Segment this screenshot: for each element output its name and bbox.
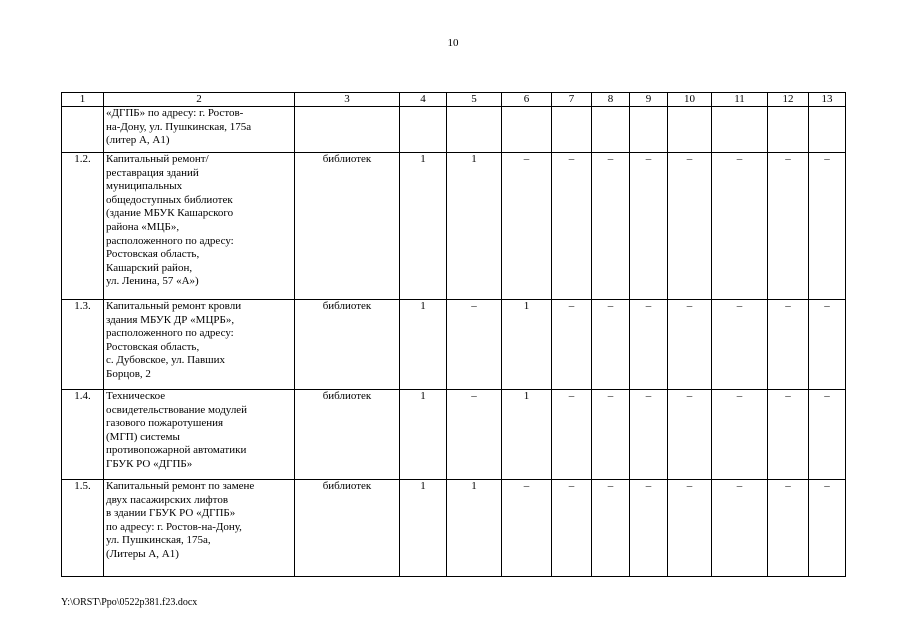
value-cell: 1 [400, 390, 447, 480]
description-line: общедоступных библиотек [106, 193, 233, 206]
value-cell: – [712, 480, 768, 577]
description-line: Ростовская область, [106, 340, 200, 353]
value-cell: – [447, 300, 502, 390]
table-row [62, 480, 846, 577]
value-cell: 1 [502, 300, 552, 390]
row-number: 1.5. [62, 480, 104, 577]
row-number [62, 107, 104, 153]
column-header: 3 [295, 93, 400, 107]
value-cell: – [552, 153, 592, 300]
row-description [104, 107, 295, 153]
value-cell: 1 [400, 300, 447, 390]
row-unit: библиотек [295, 300, 400, 390]
value-cell: – [502, 153, 552, 300]
value-cell: – [668, 300, 712, 390]
column-header: 2 [104, 93, 295, 107]
description-line: «ДГПБ» по адресу: г. Ростов- [106, 107, 244, 119]
description-line: реставрация зданий [106, 166, 199, 179]
description-line: (здание МБУК Кашарского [106, 207, 234, 220]
value-cell [809, 107, 846, 153]
value-cell: – [768, 153, 809, 300]
table-row [62, 153, 846, 300]
value-cell: – [552, 300, 592, 390]
value-cell: – [630, 390, 668, 480]
description-line: расположенного по адресу: [106, 327, 234, 340]
description-line: по адресу: г. Ростов-на-Дону, [106, 520, 242, 533]
description-line: двух пасажирских лифтов [106, 493, 229, 506]
description-line: здания МБУК ДР «МЦРБ», [106, 313, 235, 326]
row-description [104, 153, 295, 300]
description-line: (литер А, А1) [106, 134, 170, 147]
file-path-footer: Y:\ORST\Ppo\0522p381.f23.docx [61, 597, 198, 608]
value-cell: – [809, 300, 846, 390]
value-cell: – [630, 480, 668, 577]
row-description [104, 480, 295, 577]
data-table [61, 92, 846, 577]
description-line: Ростовская область, [106, 248, 200, 261]
description-line: ГБУК РО «ДГПБ» [106, 457, 193, 470]
row-description [104, 300, 295, 390]
row-unit: библиотек [295, 153, 400, 300]
column-header: 6 [502, 93, 552, 107]
value-cell [668, 107, 712, 153]
value-cell: 1 [400, 480, 447, 577]
value-cell: – [668, 390, 712, 480]
value-cell: – [668, 480, 712, 577]
value-cell: 1 [400, 153, 447, 300]
value-cell: – [552, 390, 592, 480]
description-line: газового пожаротушения [106, 417, 224, 430]
table-header-row [62, 93, 846, 107]
value-cell: – [768, 390, 809, 480]
description-line: района «МЦБ», [106, 220, 180, 233]
description-line: ул. Ленина, 57 «А») [106, 275, 199, 288]
column-header: 12 [768, 93, 809, 107]
value-cell: – [768, 480, 809, 577]
value-cell: – [712, 300, 768, 390]
value-cell: – [809, 390, 846, 480]
value-cell: – [592, 480, 630, 577]
value-cell: – [630, 153, 668, 300]
description-line: муниципальных [106, 180, 183, 193]
row-description [104, 390, 295, 480]
description-line: (МГП) системы [106, 430, 180, 443]
value-cell: – [592, 153, 630, 300]
description-line: расположенного по адресу: [106, 234, 234, 247]
description-line: на-Дону, ул. Пушкинская, 175а [106, 120, 252, 133]
table-row [62, 107, 846, 153]
value-cell: – [809, 153, 846, 300]
value-cell [502, 107, 552, 153]
description-line: в здании ГБУК РО «ДГПБ» [106, 507, 236, 520]
row-number: 1.3. [62, 300, 104, 390]
value-cell [552, 107, 592, 153]
column-header: 9 [630, 93, 668, 107]
column-header: 10 [668, 93, 712, 107]
column-header: 8 [592, 93, 630, 107]
column-header: 13 [809, 93, 846, 107]
value-cell [630, 107, 668, 153]
description-line: Капитальный ремонт/ [106, 153, 209, 165]
description-line: освидетельствование модулей [106, 403, 248, 416]
value-cell: – [592, 390, 630, 480]
column-header: 4 [400, 93, 447, 107]
table-row [62, 300, 846, 390]
value-cell: 1 [447, 153, 502, 300]
table-row [62, 390, 846, 480]
value-cell: 1 [447, 480, 502, 577]
description-line: Борцов, 2 [106, 367, 151, 380]
description-line: Капитальный ремонт по замене [106, 480, 255, 492]
column-header: 5 [447, 93, 502, 107]
row-unit: библиотек [295, 390, 400, 480]
value-cell [592, 107, 630, 153]
column-header: 1 [62, 93, 104, 107]
description-line: Кашарский район, [106, 261, 193, 274]
description-line: ул. Пушкинская, 175а, [106, 534, 211, 547]
value-cell: – [447, 390, 502, 480]
row-unit: библиотек [295, 480, 400, 577]
value-cell: – [809, 480, 846, 577]
column-header: 11 [712, 93, 768, 107]
row-number: 1.4. [62, 390, 104, 480]
value-cell: – [712, 153, 768, 300]
column-header: 7 [552, 93, 592, 107]
description-line: с. Дубовское, ул. Павших [106, 354, 226, 367]
value-cell [400, 107, 447, 153]
row-number: 1.2. [62, 153, 104, 300]
value-cell: – [592, 300, 630, 390]
value-cell: – [630, 300, 668, 390]
value-cell: – [768, 300, 809, 390]
value-cell [712, 107, 768, 153]
value-cell: – [668, 153, 712, 300]
value-cell: – [552, 480, 592, 577]
description-line: (Литеры А, А1) [106, 547, 179, 560]
value-cell: – [502, 480, 552, 577]
value-cell: 1 [502, 390, 552, 480]
value-cell: – [712, 390, 768, 480]
page-number: 10 [447, 37, 459, 49]
description-line: Техническое [106, 390, 166, 402]
value-cell [447, 107, 502, 153]
value-cell [768, 107, 809, 153]
description-line: противопожарной автоматики [106, 444, 247, 457]
description-line: Капитальный ремонт кровли [106, 300, 242, 312]
row-unit [295, 107, 400, 153]
